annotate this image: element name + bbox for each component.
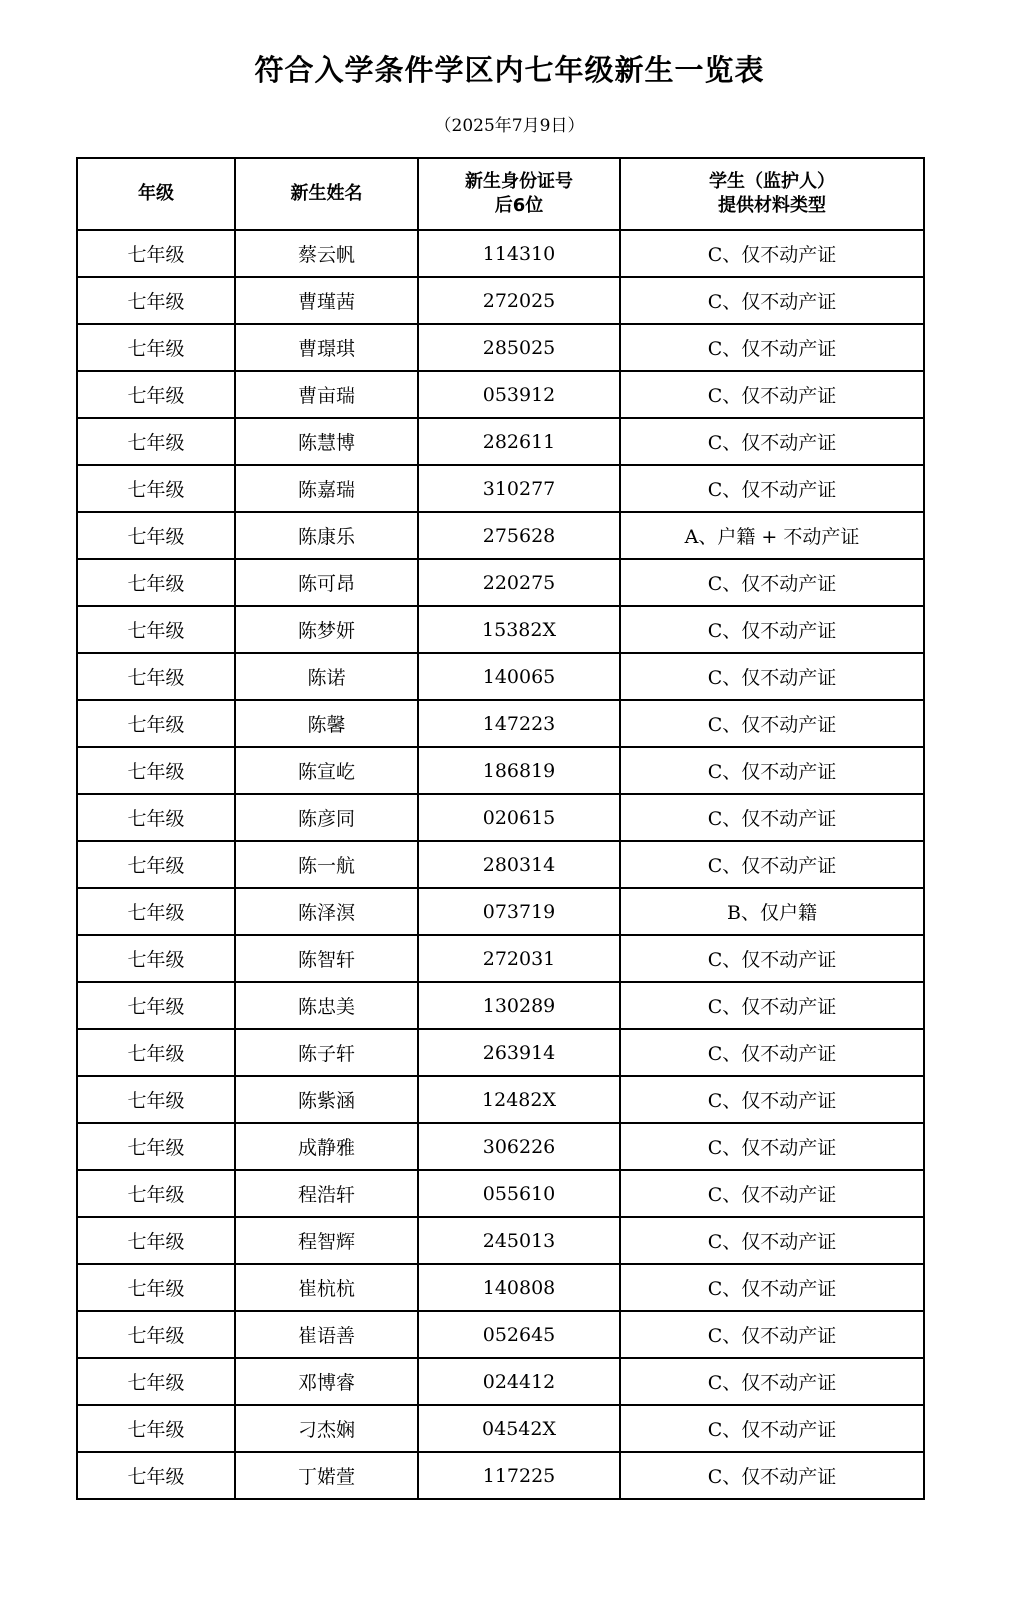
header-type-line2: 提供材料类型 <box>718 195 826 216</box>
cell-id-suffix: 140808 <box>418 1264 620 1311</box>
cell-material-type: C、仅不动产证 <box>620 1217 924 1264</box>
cell-material-type: C、仅不动产证 <box>620 559 924 606</box>
cell-id-suffix: 04542X <box>418 1405 620 1452</box>
cell-material-type: C、仅不动产证 <box>620 1311 924 1358</box>
cell-grade: 七年级 <box>77 1170 235 1217</box>
cell-name: 陈彦同 <box>235 794 418 841</box>
cell-id-suffix: 275628 <box>418 512 620 559</box>
cell-grade: 七年级 <box>77 794 235 841</box>
cell-name: 陈康乐 <box>235 512 418 559</box>
cell-id-suffix: 117225 <box>418 1452 620 1499</box>
student-table <box>76 157 925 1500</box>
cell-grade: 七年级 <box>77 371 235 418</box>
cell-name: 陈慧博 <box>235 418 418 465</box>
table-row <box>77 1217 924 1264</box>
cell-material-type: C、仅不动产证 <box>620 935 924 982</box>
cell-grade: 七年级 <box>77 1405 235 1452</box>
header-name: 新生姓名 <box>235 158 418 230</box>
cell-id-suffix: 073719 <box>418 888 620 935</box>
cell-name: 曹瑾茜 <box>235 277 418 324</box>
cell-id-suffix: 272031 <box>418 935 620 982</box>
table-row <box>77 888 924 935</box>
cell-material-type: C、仅不动产证 <box>620 1264 924 1311</box>
table-row <box>77 1405 924 1452</box>
cell-name: 崔语善 <box>235 1311 418 1358</box>
table-row <box>77 1358 924 1405</box>
table-row <box>77 559 924 606</box>
cell-name: 陈泽溟 <box>235 888 418 935</box>
cell-name: 丁婼萱 <box>235 1452 418 1499</box>
cell-name: 程智辉 <box>235 1217 418 1264</box>
cell-material-type: C、仅不动产证 <box>620 1029 924 1076</box>
cell-material-type: C、仅不动产证 <box>620 606 924 653</box>
cell-name: 蔡云帆 <box>235 230 418 277</box>
cell-material-type: C、仅不动产证 <box>620 1452 924 1499</box>
cell-id-suffix: 055610 <box>418 1170 620 1217</box>
cell-material-type: C、仅不动产证 <box>620 1358 924 1405</box>
cell-grade: 七年级 <box>77 1123 235 1170</box>
cell-id-suffix: 15382X <box>418 606 620 653</box>
cell-name: 曹璟琪 <box>235 324 418 371</box>
cell-id-suffix: 12482X <box>418 1076 620 1123</box>
cell-material-type: C、仅不动产证 <box>620 230 924 277</box>
table-row <box>77 1076 924 1123</box>
page-title: 符合入学条件学区内七年级新生一览表 <box>254 53 765 87</box>
cell-name: 陈梦妍 <box>235 606 418 653</box>
cell-material-type: C、仅不动产证 <box>620 841 924 888</box>
cell-name: 陈诺 <box>235 653 418 700</box>
table-row <box>77 700 924 747</box>
cell-grade: 七年级 <box>77 512 235 559</box>
cell-name: 刁杰娴 <box>235 1405 418 1452</box>
cell-material-type: C、仅不动产证 <box>620 747 924 794</box>
table-row <box>77 935 924 982</box>
cell-id-suffix: 306226 <box>418 1123 620 1170</box>
cell-grade: 七年级 <box>77 277 235 324</box>
table-row <box>77 1029 924 1076</box>
table-row <box>77 794 924 841</box>
cell-name: 陈宣屹 <box>235 747 418 794</box>
table-row <box>77 1452 924 1499</box>
table-row <box>77 277 924 324</box>
cell-name: 陈嘉瑞 <box>235 465 418 512</box>
table-row <box>77 1123 924 1170</box>
page-date: （2025年7月9日） <box>434 116 585 136</box>
cell-name: 程浩轩 <box>235 1170 418 1217</box>
cell-material-type: C、仅不动产证 <box>620 700 924 747</box>
header-type-line1: 学生（监护人） <box>709 171 835 192</box>
cell-material-type: C、仅不动产证 <box>620 1076 924 1123</box>
cell-grade: 七年级 <box>77 841 235 888</box>
cell-material-type: A、户籍 + 不动产证 <box>620 512 924 559</box>
table-row <box>77 841 924 888</box>
table-row <box>77 371 924 418</box>
table-body <box>77 230 924 1499</box>
cell-name: 陈馨 <box>235 700 418 747</box>
table-row <box>77 747 924 794</box>
cell-grade: 七年级 <box>77 653 235 700</box>
cell-grade: 七年级 <box>77 747 235 794</box>
cell-id-suffix: 282611 <box>418 418 620 465</box>
cell-id-suffix: 310277 <box>418 465 620 512</box>
table-row <box>77 1264 924 1311</box>
cell-name: 成静雅 <box>235 1123 418 1170</box>
cell-name: 陈紫涵 <box>235 1076 418 1123</box>
cell-id-suffix: 263914 <box>418 1029 620 1076</box>
cell-id-suffix: 280314 <box>418 841 620 888</box>
cell-material-type: C、仅不动产证 <box>620 324 924 371</box>
table-row <box>77 418 924 465</box>
cell-grade: 七年级 <box>77 230 235 277</box>
cell-name: 陈子轩 <box>235 1029 418 1076</box>
cell-grade: 七年级 <box>77 418 235 465</box>
cell-id-suffix: 245013 <box>418 1217 620 1264</box>
cell-material-type: B、仅户籍 <box>620 888 924 935</box>
cell-material-type: C、仅不动产证 <box>620 277 924 324</box>
cell-material-type: C、仅不动产证 <box>620 418 924 465</box>
cell-id-suffix: 114310 <box>418 230 620 277</box>
cell-grade: 七年级 <box>77 1217 235 1264</box>
cell-grade: 七年级 <box>77 1076 235 1123</box>
table-row <box>77 230 924 277</box>
cell-material-type: C、仅不动产证 <box>620 465 924 512</box>
cell-grade: 七年级 <box>77 888 235 935</box>
cell-name: 陈忠美 <box>235 982 418 1029</box>
table-row <box>77 606 924 653</box>
cell-grade: 七年级 <box>77 606 235 653</box>
cell-id-suffix: 186819 <box>418 747 620 794</box>
table-row <box>77 1170 924 1217</box>
cell-id-suffix: 147223 <box>418 700 620 747</box>
cell-grade: 七年级 <box>77 1311 235 1358</box>
cell-grade: 七年级 <box>77 324 235 371</box>
header-id-line2: 后6位 <box>494 195 544 216</box>
header-material-type <box>620 158 924 230</box>
cell-name: 陈智轩 <box>235 935 418 982</box>
cell-grade: 七年级 <box>77 1358 235 1405</box>
cell-grade: 七年级 <box>77 982 235 1029</box>
table-row <box>77 512 924 559</box>
cell-id-suffix: 130289 <box>418 982 620 1029</box>
cell-name: 曹亩瑞 <box>235 371 418 418</box>
cell-grade: 七年级 <box>77 1264 235 1311</box>
cell-material-type: C、仅不动产证 <box>620 982 924 1029</box>
cell-id-suffix: 220275 <box>418 559 620 606</box>
table-row <box>77 653 924 700</box>
table-row <box>77 465 924 512</box>
cell-material-type: C、仅不动产证 <box>620 653 924 700</box>
cell-material-type: C、仅不动产证 <box>620 1123 924 1170</box>
table-header-row <box>77 158 924 230</box>
table-row <box>77 1311 924 1358</box>
header-id <box>418 158 620 230</box>
cell-id-suffix: 285025 <box>418 324 620 371</box>
cell-id-suffix: 140065 <box>418 653 620 700</box>
cell-name: 崔杭杭 <box>235 1264 418 1311</box>
cell-grade: 七年级 <box>77 1452 235 1499</box>
cell-grade: 七年级 <box>77 700 235 747</box>
cell-id-suffix: 052645 <box>418 1311 620 1358</box>
table-row <box>77 982 924 1029</box>
cell-grade: 七年级 <box>77 1029 235 1076</box>
header-id-line1: 新生身份证号 <box>465 171 573 192</box>
cell-grade: 七年级 <box>77 935 235 982</box>
cell-id-suffix: 024412 <box>418 1358 620 1405</box>
cell-name: 陈可昂 <box>235 559 418 606</box>
cell-name: 陈一航 <box>235 841 418 888</box>
header-grade: 年级 <box>77 158 235 230</box>
cell-material-type: C、仅不动产证 <box>620 371 924 418</box>
cell-id-suffix: 272025 <box>418 277 620 324</box>
cell-id-suffix: 053912 <box>418 371 620 418</box>
table-row <box>77 324 924 371</box>
cell-material-type: C、仅不动产证 <box>620 1170 924 1217</box>
cell-material-type: C、仅不动产证 <box>620 794 924 841</box>
cell-material-type: C、仅不动产证 <box>620 1405 924 1452</box>
cell-name: 邓博睿 <box>235 1358 418 1405</box>
cell-id-suffix: 020615 <box>418 794 620 841</box>
cell-grade: 七年级 <box>77 559 235 606</box>
cell-grade: 七年级 <box>77 465 235 512</box>
